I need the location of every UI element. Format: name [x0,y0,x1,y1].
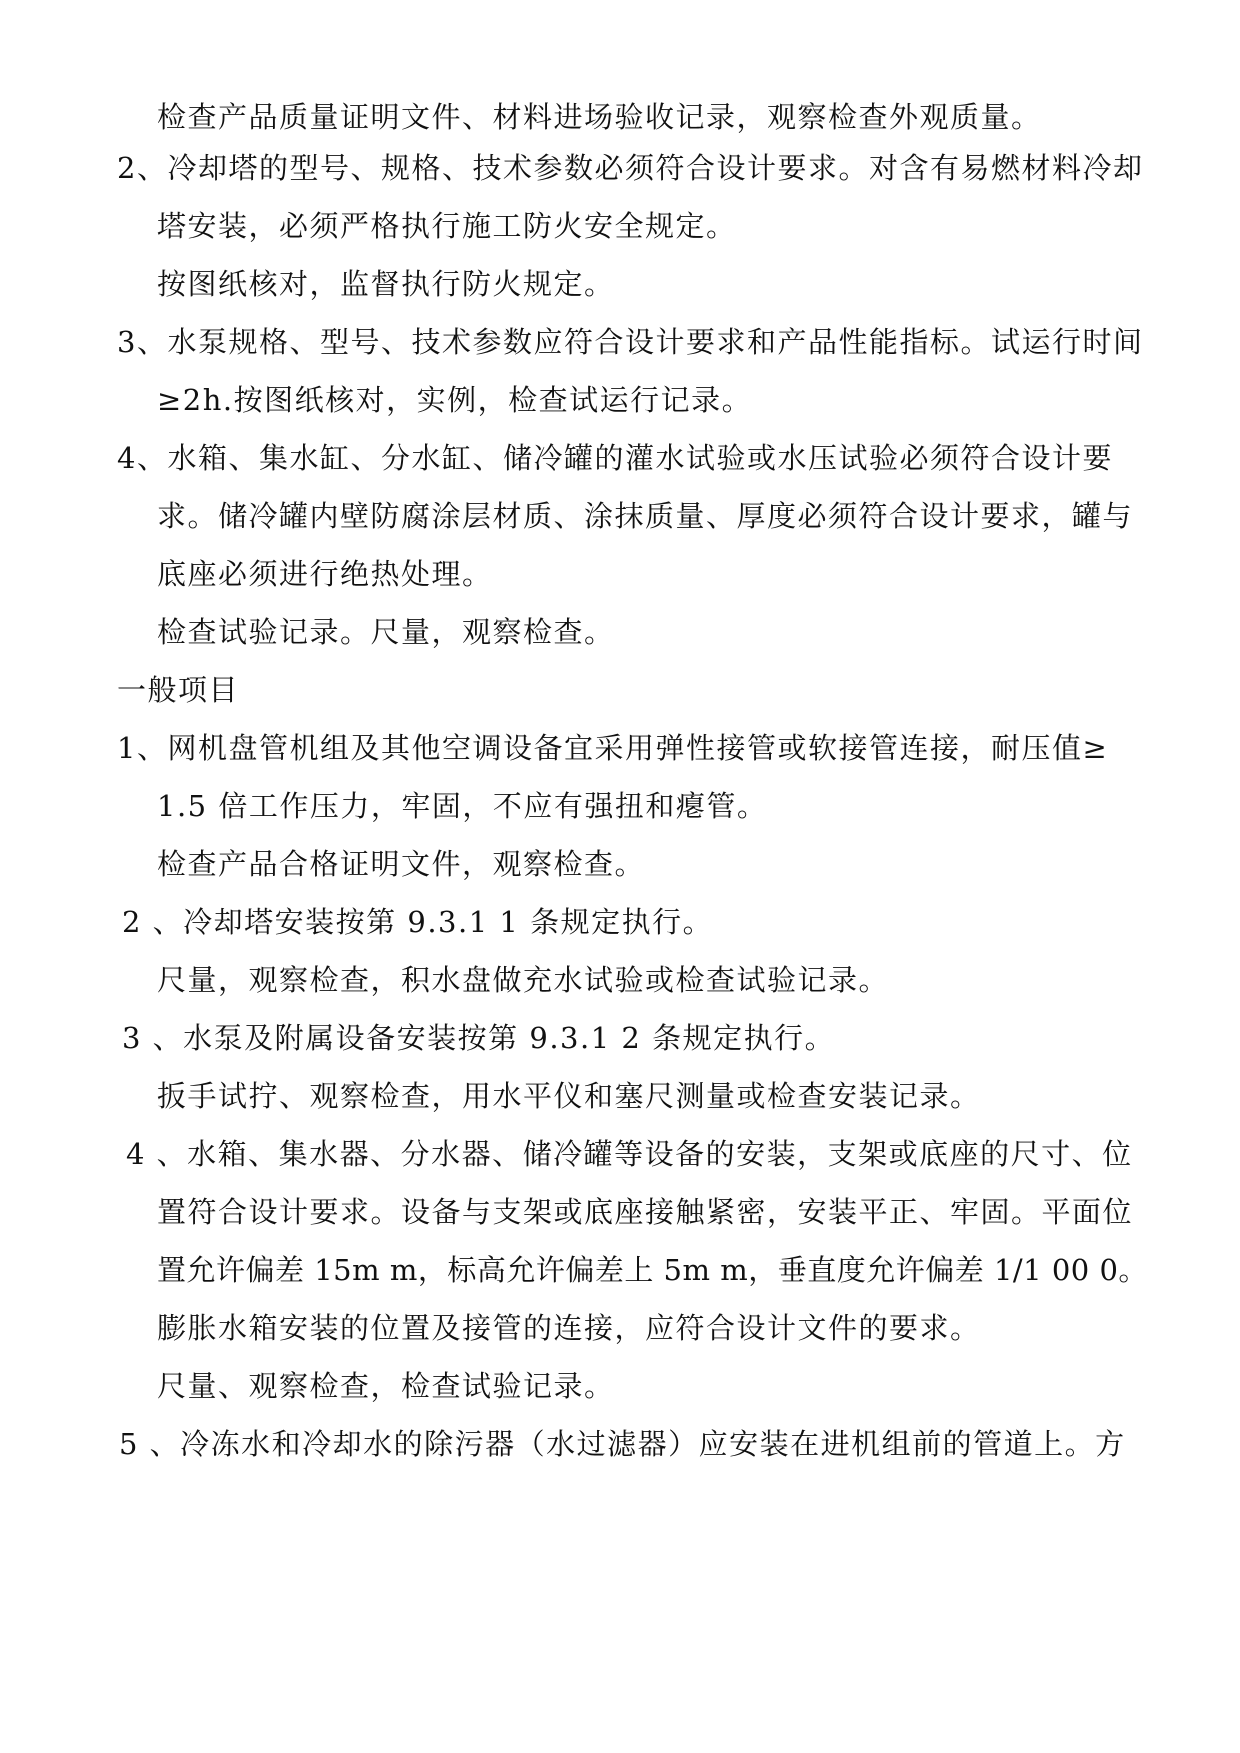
text-line: 检查产品质量证明文件、材料进场验收记录，观察检查外观质量。 [157,100,1042,134]
text-line: 检查试验记录。尺量，观察检查。 [157,615,615,649]
text-line: 1.5 倍工作压力，牢固，不应有强扭和瘪管。 [157,789,768,823]
text-line: 置允许偏差 15m m，标高允许偏差上 5m m，垂直度允许偏差 1/1 00 0。 [157,1253,1148,1287]
text-line: 求。储冷罐内壁防腐涂层材质、涂抹质量、厚度必须符合设计要求，罐与 [157,499,1134,533]
general-item-3-heading: 3 、水泵及附属设备安装按第 9.3.1 2 条规定执行。 [122,1021,836,1055]
general-item-2-heading: 2 、冷却塔安装按第 9.3.1 1 条规定执行。 [122,905,714,939]
text-line: 扳手试拧、观察检查，用水平仪和塞尺测量或检查安装记录。 [157,1079,981,1113]
text-line: 按图纸核对，监督执行防火规定。 [157,267,615,301]
general-item-1-heading: 1、网机盘管机组及其他空调设备宜采用弹性接管或软接管连接，耐压值≥ [117,731,1109,765]
text-line: 底座必须进行绝热处理。 [157,557,493,591]
text-line: 检查产品合格证明文件，观察检查。 [157,847,646,881]
text-line: 尺量、观察检查，检查试验记录。 [157,1369,615,1403]
text-line: 尺量，观察检查，积水盘做充水试验或检查试验记录。 [157,963,890,997]
text-line: ≥2h.按图纸核对，实例，检查试运行记录。 [157,383,753,417]
text-line: 塔安装，必须严格执行施工防火安全规定。 [157,209,737,243]
general-item-4-heading: 4 、水箱、集水器、分水器、储冷罐等设备的安装，支架或底座的尺寸、位 [126,1137,1133,1171]
section-heading: 一般项目 [117,673,240,707]
text-line: 膨胀水箱安装的位置及接管的连接，应符合设计文件的要求。 [157,1311,981,1345]
general-item-5-heading: 5 、冷冻水和冷却水的除污器（水过滤器）应安装在进机组前的管道上。方 [119,1427,1126,1461]
item-4-heading: 4、水箱、集水缸、分水缸、储冷罐的灌水试验或水压试验必须符合设计要 [117,441,1113,475]
item-2-heading: 2、冷却塔的型号、规格、技术参数必须符合设计要求。对含有易燃材料冷却 [117,151,1144,185]
item-3-heading: 3、水泵规格、型号、技术参数应符合设计要求和产品性能指标。试运行时间 [117,325,1144,359]
text-line: 置符合设计要求。设备与支架或底座接触紧密，安装平正、牢固。平面位 [157,1195,1134,1229]
